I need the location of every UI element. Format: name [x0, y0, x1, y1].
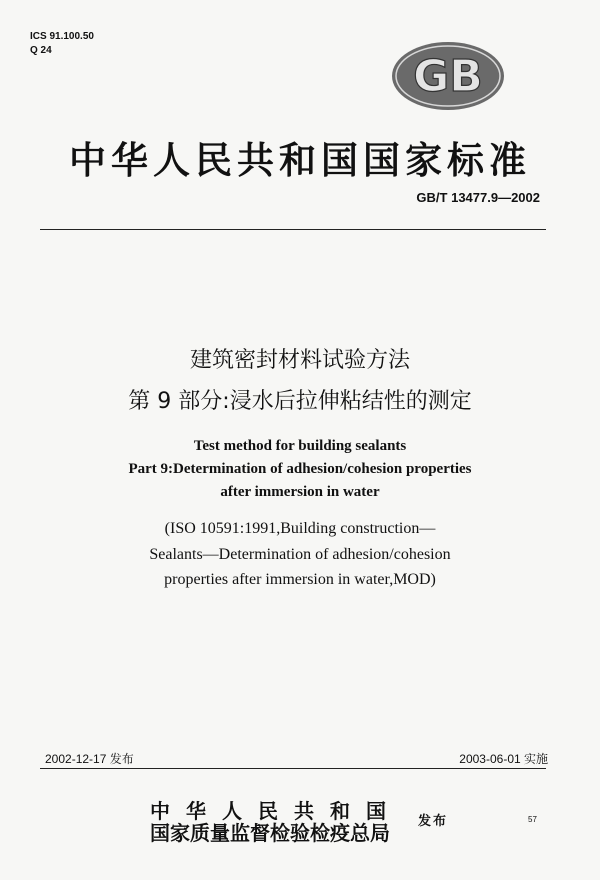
iso-reference-line1: (ISO 10591:1991,Building construction— [164, 520, 436, 537]
classification-codes [30, 30, 94, 58]
publish-label: 发布 [418, 814, 449, 829]
zh-title-line2: 第 9 部分:浸水后拉伸粘结性的测定 [128, 389, 472, 414]
top-divider [40, 229, 546, 230]
page-number: 57 [528, 815, 537, 824]
iso-reference-line2: Sealants—Determination of adhesion/cohesion [149, 546, 451, 563]
publisher [150, 800, 402, 844]
en-title-line2: Part 9:Determination of adhesion/cohesion properties [128, 461, 472, 477]
en-title-line1: Test method for building sealants [193, 438, 407, 454]
bottom-divider [40, 768, 546, 769]
logo-text: GB [413, 51, 483, 102]
publisher-line1: 中华人民共和国 [150, 799, 402, 823]
zh-title-line1: 建筑密封材料试验方法 [189, 348, 410, 373]
gb-logo [390, 40, 506, 112]
standard-title: 中华人民共和国国家标准 [69, 138, 531, 182]
iso-reference-line3: properties after immersion in water,MOD) [164, 571, 436, 588]
en-title-line3: after immersion in water [220, 484, 380, 500]
issue-date: 2002-12-17 发布 [45, 752, 134, 766]
ics-code: ICS 91.100.50 [30, 31, 94, 42]
ccs-code: Q 24 [30, 45, 52, 56]
publisher-line2: 国家质量监督检验检疫总局 [150, 821, 390, 845]
implementation-date: 2003-06-01 实施 [459, 752, 548, 766]
standard-number: GB/T 13477.9—2002 [416, 190, 540, 205]
